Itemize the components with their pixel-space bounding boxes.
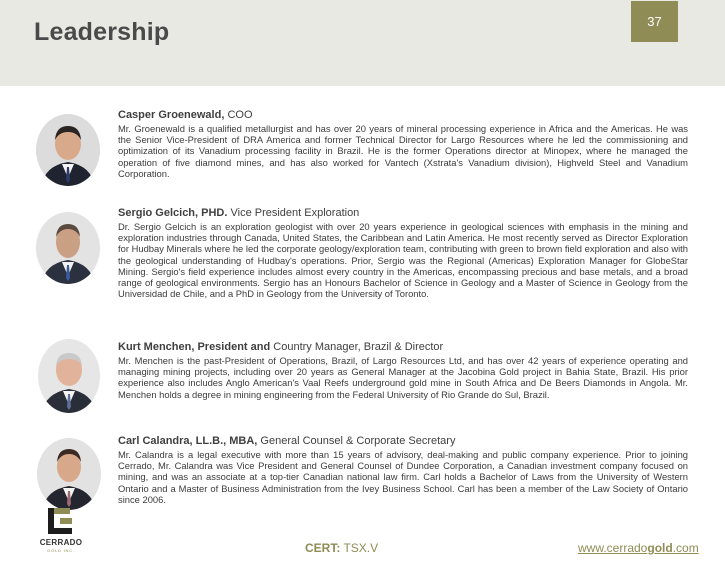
logo-subtitle: GOLD INC. xyxy=(47,548,75,553)
leader-name-line: Kurt Menchen, President and Country Manager, Brazil & Director xyxy=(118,341,444,353)
avatar-sergio xyxy=(36,212,100,284)
ticker-symbol: CERT: TSX.V xyxy=(305,541,379,555)
slide-header xyxy=(0,0,725,86)
leader-casper-text xyxy=(118,108,688,179)
leader-name-line: Casper Groenewald, COO xyxy=(118,109,253,121)
leader-bio: Dr. Sergio Gelcich is an exploration geologist with over 20 years experience in geological sciences with emphasis in the mining and exploration industries through Canada, United States, the Caribbean and Latin America. He most recently served as Director Exploration for Hudbay Minerals where he led the corporate geology/exploration team, contributing with green to brown field exploration and also with the geological understanding of Hudbay's operations. Prior, Sergio was the Regional (Americas) Exploration Manager for GlobeStar Mining. Sergio's field experience includes almost every country in the Americas, encompassing precious and base metals, and a broad range of geological environments. Sergio has an Honours Bachelor of Science in Geology and a Master of Science in Geology from the Universidad de Chile, and a PhD in Geology from the University of Toronto. xyxy=(118,221,688,300)
avatar-carl xyxy=(37,438,101,510)
leader-carl-text xyxy=(118,434,688,505)
avatar-kurt xyxy=(38,339,100,413)
page-title: Leadership xyxy=(34,18,170,46)
logo-wordmark: CERRADO xyxy=(39,538,83,547)
leader-kurt-text xyxy=(118,340,688,400)
cerrado-logo-mark-icon xyxy=(34,506,88,538)
avatar-casper xyxy=(36,114,100,186)
leader-sergio-text xyxy=(118,206,688,299)
leader-name-line: Sergio Gelcich, PHD. Vice President Exploration xyxy=(118,207,360,219)
cerrado-logo xyxy=(34,506,88,558)
page-number-badge: 37 xyxy=(631,1,678,42)
leader-bio: Mr. Calandra is a legal executive with more than 15 years of advisory, deal-making and public company experience. Prior to joining Cerrado, Mr. Calandra was Vice President and General Counsel of Dundee Corporation, a Canadian investment company focused on mining, and was an associate at a top-tier Canadian national law firm. Carl holds a Bachelor of Laws from the University of Western Ontario and a Master of Business Administration from the Ivey Business School. Carl has been a member of the Law Society of Ontario since 2006. xyxy=(118,449,688,505)
leader-name-line: Carl Calandra, LL.B., MBA, General Counsel & Corporate Secretary xyxy=(118,435,456,447)
leader-bio: Mr. Groenewald is a qualified metallurgist and has over 20 years of mineral processing experience in Africa and the Americas. He was the Senior Vice-President of DRA America and former Technical Director for Largo Resources where he led the commissioning and optimization of its Vanadium processing facility in Brazil. He is the former Operations director at Minopex, where he managed the operation of five diamond mines, and has also worked for Vantech (Xstrata's Vanadium division), Highveld Steel and Vanadium Corporation. xyxy=(118,123,688,179)
website-link[interactable]: www.cerradogold.com xyxy=(578,541,699,555)
leader-bio: Mr. Menchen is the past-President of Operations, Brazil, of Largo Resources Ltd, and has over 42 years of experience operating and managing mining projects, including over 20 years as General Manager at the Jacobina Gold project in Bahia State, Brazil. His prior experience also includes Anglo American's Vaal Reefs underground gold mine in South Africa and De Beers Diamonds in Angola. Mr. Menchen holds a degree in mining engineering from the Federal University of Rio Grande do Sul, Brazil. xyxy=(118,355,688,400)
